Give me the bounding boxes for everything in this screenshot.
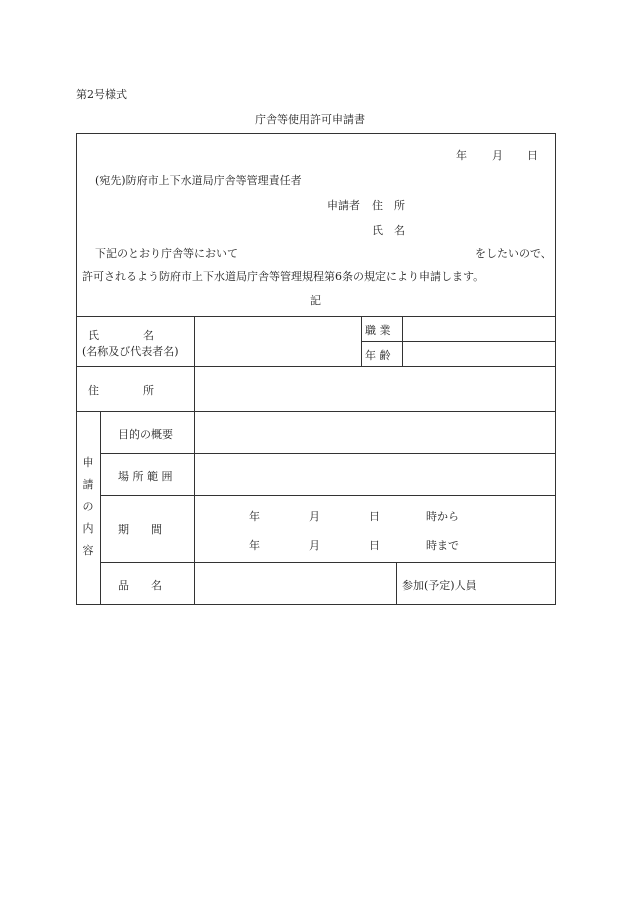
date-day: 日	[527, 149, 538, 162]
period-label: 期 間	[118, 523, 162, 536]
addressee: (宛先)防府市上下水道局庁舎等管理責任者	[95, 174, 302, 187]
content-vertical-label: 申 請 の 内 容	[82, 456, 94, 557]
period-from-day: 日	[369, 510, 380, 523]
name-sub-label: (名称及び代表者名)	[82, 345, 179, 358]
applicant-address-label: 住 所	[372, 199, 405, 212]
period-to-month: 月	[309, 539, 320, 552]
body-line2: 許可されるよう防府市上下水道局庁舎等管理規程第6条の規定により申請します。	[82, 270, 485, 283]
occupation-label: 職 業	[365, 324, 391, 337]
body-line1-right: をしたいので、	[475, 247, 552, 260]
period-to-suffix: 時まで	[426, 539, 459, 552]
period-to-day: 日	[369, 539, 380, 552]
period-from-month: 月	[309, 510, 320, 523]
item-label: 品 名	[118, 579, 162, 592]
address-label: 住 所	[88, 384, 154, 397]
name-label: 氏 名	[88, 329, 154, 342]
ki-label: 記	[310, 294, 321, 307]
purpose-label: 目的の概要	[118, 428, 173, 441]
form-title: 庁舎等使用許可申請書	[255, 113, 365, 126]
body-line1-left: 下記のとおり庁舎等において	[95, 247, 238, 260]
applicant-label: 申請者	[327, 199, 360, 212]
participants-label: 参加(予定)人員	[402, 579, 477, 592]
period-from-suffix: 時から	[426, 510, 459, 523]
period-to-year: 年	[249, 539, 260, 552]
date-month: 月	[492, 149, 503, 162]
place-label: 場 所 範 囲	[118, 470, 173, 483]
age-label: 年 齢	[365, 349, 391, 362]
form-number: 第2号様式	[76, 88, 127, 101]
applicant-name-label: 氏 名	[372, 224, 405, 237]
period-from-year: 年	[249, 510, 260, 523]
date-year: 年	[456, 149, 467, 162]
